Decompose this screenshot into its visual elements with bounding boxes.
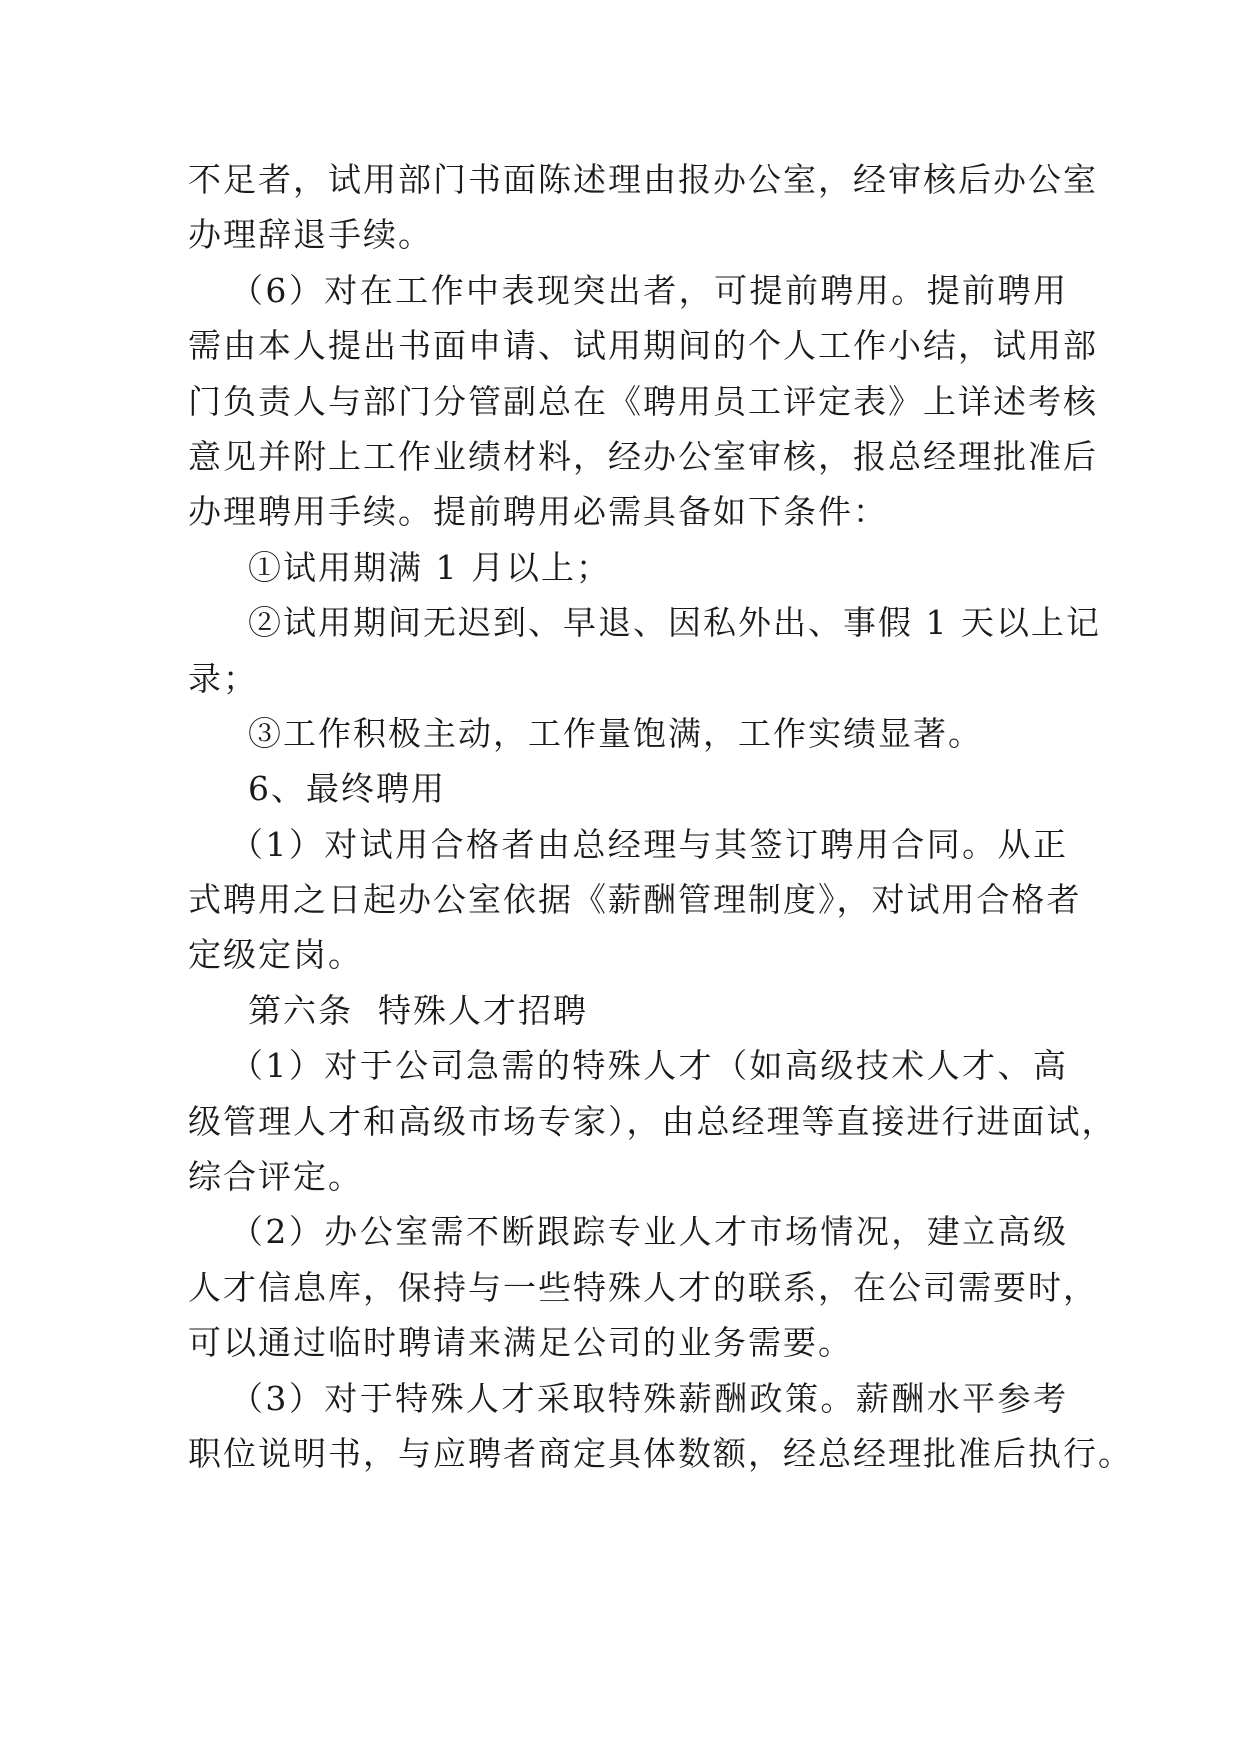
paragraph-line: 门负责人与部门分管副总在《聘用员工评定表》上详述考核 [188, 381, 1098, 421]
paragraph-line: （3）对于特殊人才采取特殊薪酬政策。薪酬水平参考 [230, 1378, 1068, 1418]
paragraph-line: 人才信息库，保持与一些特殊人才的联系，在公司需要时， [188, 1267, 1098, 1307]
paragraph-line: 可以通过临时聘请来满足公司的业务需要。 [188, 1323, 853, 1363]
paragraph-line: 不足者，试用部门书面陈述理由报办公室，经审核后办公室 [188, 160, 1098, 199]
paragraph-line: 综合评定。 [188, 1157, 363, 1197]
article-heading: 第六条 特殊人才招聘 [248, 990, 588, 1030]
paragraph-line: （1）对于公司急需的特殊人才（如高级技术人才、高 [230, 1046, 1068, 1086]
list-item: ②试用期间无迟到、早退、因私外出、事假 1 天以上记 [248, 603, 1101, 643]
list-item: ③工作积极主动，工作量饱满，工作实绩显著。 [248, 713, 983, 753]
paragraph-line: （2）办公室需不断跟踪专业人才市场情况，建立高级 [230, 1212, 1068, 1252]
document-body [188, 152, 1133, 1481]
paragraph-line: 式聘用之日起办公室依据《薪酬管理制度》，对试用合格者 [188, 880, 1082, 920]
paragraph-line: 定级定岗。 [188, 935, 363, 975]
paragraph-line: 意见并附上工作业绩材料，经办公室审核，报总经理批准后 [188, 436, 1098, 476]
list-item: ①试用期满 1 月以上； [248, 547, 611, 587]
section-heading: 6、最终聘用 [248, 769, 446, 809]
paragraph-line: （6）对在工作中表现突出者，可提前聘用。提前聘用 [230, 270, 1068, 310]
paragraph-line: 级管理人才和高级市场专家），由总经理等直接进行进面试， [188, 1101, 1117, 1141]
paragraph-line: 办理聘用手续。提前聘用必需具备如下条件： [188, 492, 888, 532]
paragraph-line: 需由本人提出书面申请、试用期间的个人工作小结，试用部 [188, 326, 1098, 366]
paragraph-line: （1）对试用合格者由总经理与其签订聘用合同。从正 [230, 824, 1068, 864]
paragraph-line: 录； [188, 658, 258, 698]
paragraph-line: 职位说明书，与应聘者商定具体数额，经总经理批准后执行。 [188, 1433, 1133, 1473]
paragraph-line: 办理辞退手续。 [188, 215, 433, 255]
